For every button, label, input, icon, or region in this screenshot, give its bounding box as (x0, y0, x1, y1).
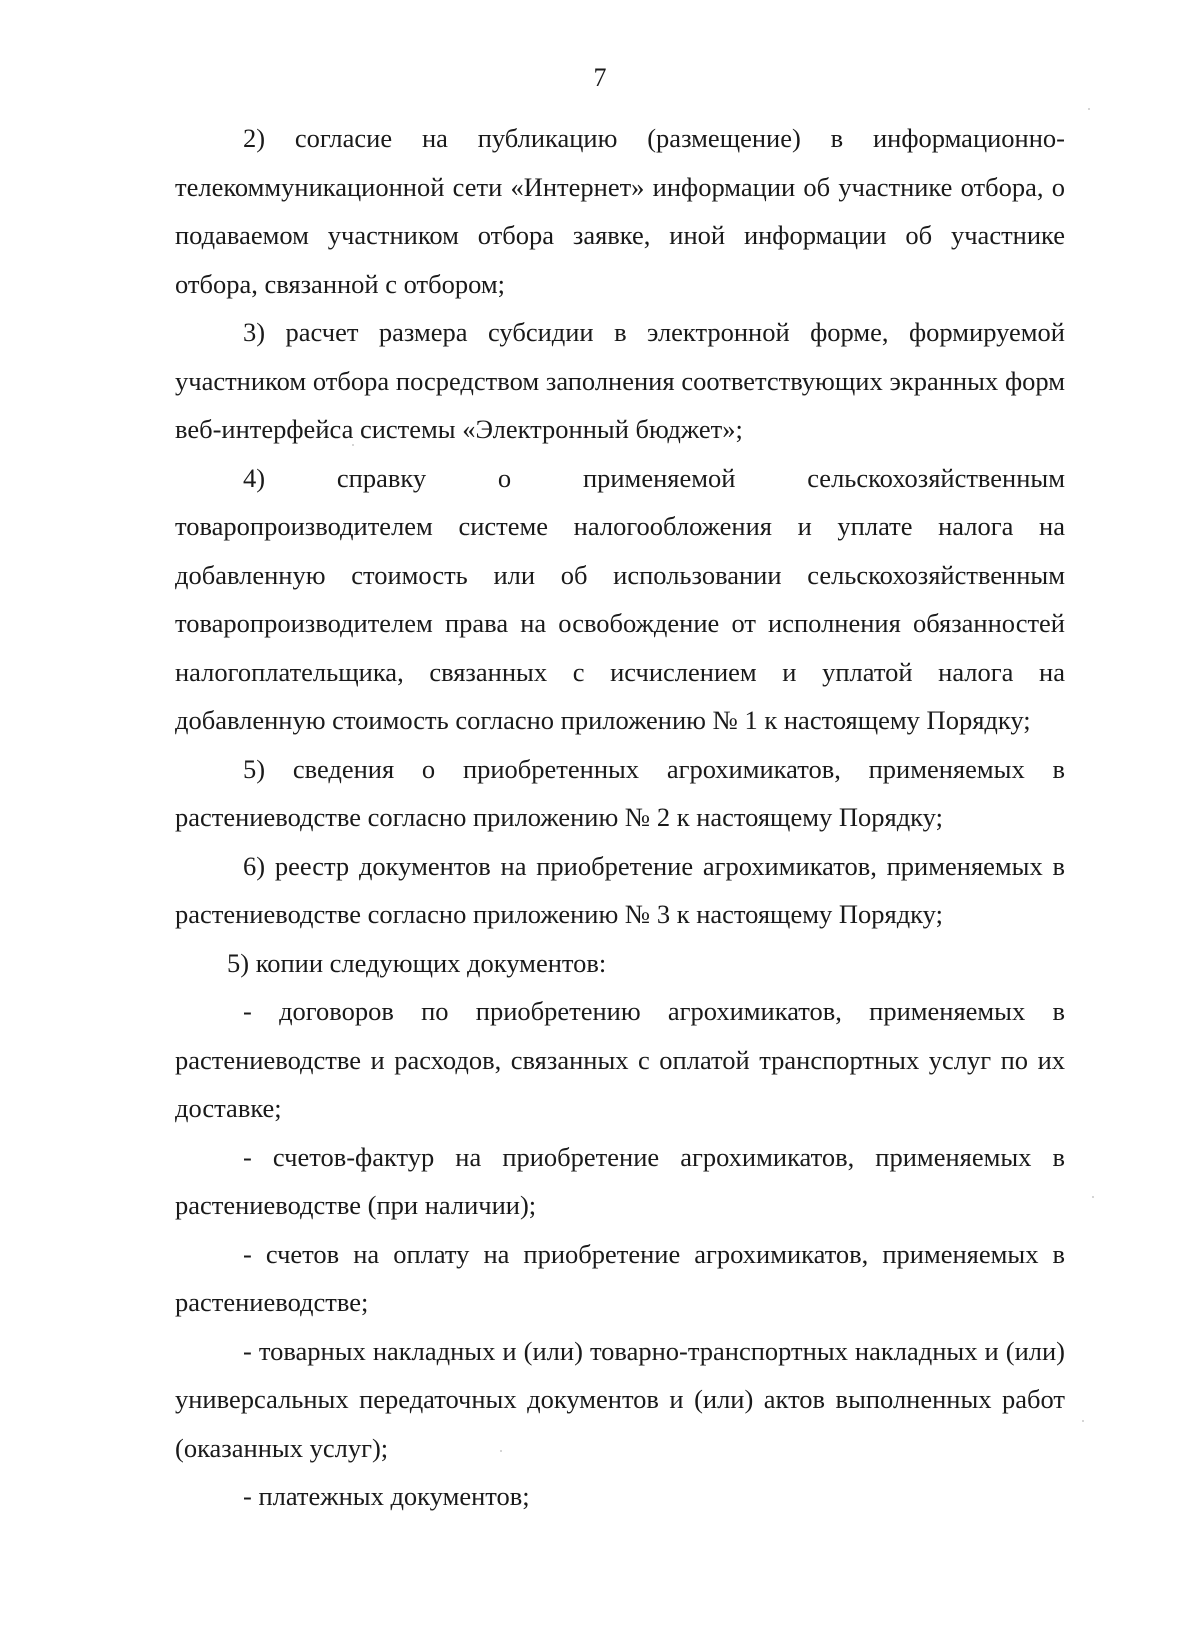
scan-speck (500, 1450, 502, 1452)
list-item-consent-publication: 2) согласие на публикацию (размещение) в информационно-телекоммуникационной сети «Интернет» информации об участнике отбора, о подаваемом участником отбора заявке, иной информации об участнике отбора, связанной с отбором; (175, 123, 1065, 299)
scan-speck (1092, 1196, 1094, 1198)
list-item-payment-documents: - платежных документов; (243, 1481, 530, 1511)
list-item-subsidy-calculation: 3) расчет размера субсидии в электронной форме, формируемой участником отбора посредством заполнения соответствующих экранных форм веб-интерфейса системы «Электронный бюджет»; (175, 317, 1065, 444)
list-item-tax-certificate: 4) справку о применяемой сельскохозяйственным товаропроизводителем системе налогообложения и уплате налога на добавленную стоимость или об использовании сельскохозяйственным товаропроизводителем права на освобождение от исполнения обязанностей налогоплательщика, связанных с исчислением и уплатой налога на добавленную стоимость согласно приложению № 1 к настоящему Порядку; (175, 462, 1065, 735)
document-body (175, 114, 1065, 1521)
list-item-document-copies: 5) копии следующих документов: (227, 947, 607, 978)
list-item-agrochemicals-info: 5) сведения о приобретенных агрохимикатов, применяемых в растениеводстве согласно приложению № 2 к настоящему Порядку; (175, 753, 1065, 832)
list-item-waybills: - товарных накладных и (или) товарно-транспортных накладных и (или) универсальных передаточных документов и (или) актов выполненных работ (оказанных услуг); (175, 1335, 1065, 1463)
list-item-invoices: - счетов-фактур на приобретение агрохимикатов, применяемых в растениеводстве (при наличии); (175, 1141, 1065, 1220)
list-item-documents-registry: 6) реестр документов на приобретение агрохимикатов, применяемых в растениеводстве согласно приложению № 3 к настоящему Порядку; (175, 850, 1065, 929)
scan-speck (1082, 1420, 1084, 1422)
page-number: 7 (593, 63, 607, 92)
list-item-payment-bills: - счетов на оплату на приобретение агрохимикатов, применяемых в растениеводстве; (175, 1238, 1065, 1317)
list-item-contracts: - договоров по приобретению агрохимикатов, применяемых в растениеводстве и расходов, связанных с оплатой транспортных услуг по их доставке; (175, 996, 1065, 1123)
scan-speck (352, 444, 354, 446)
scan-speck (1088, 108, 1090, 110)
